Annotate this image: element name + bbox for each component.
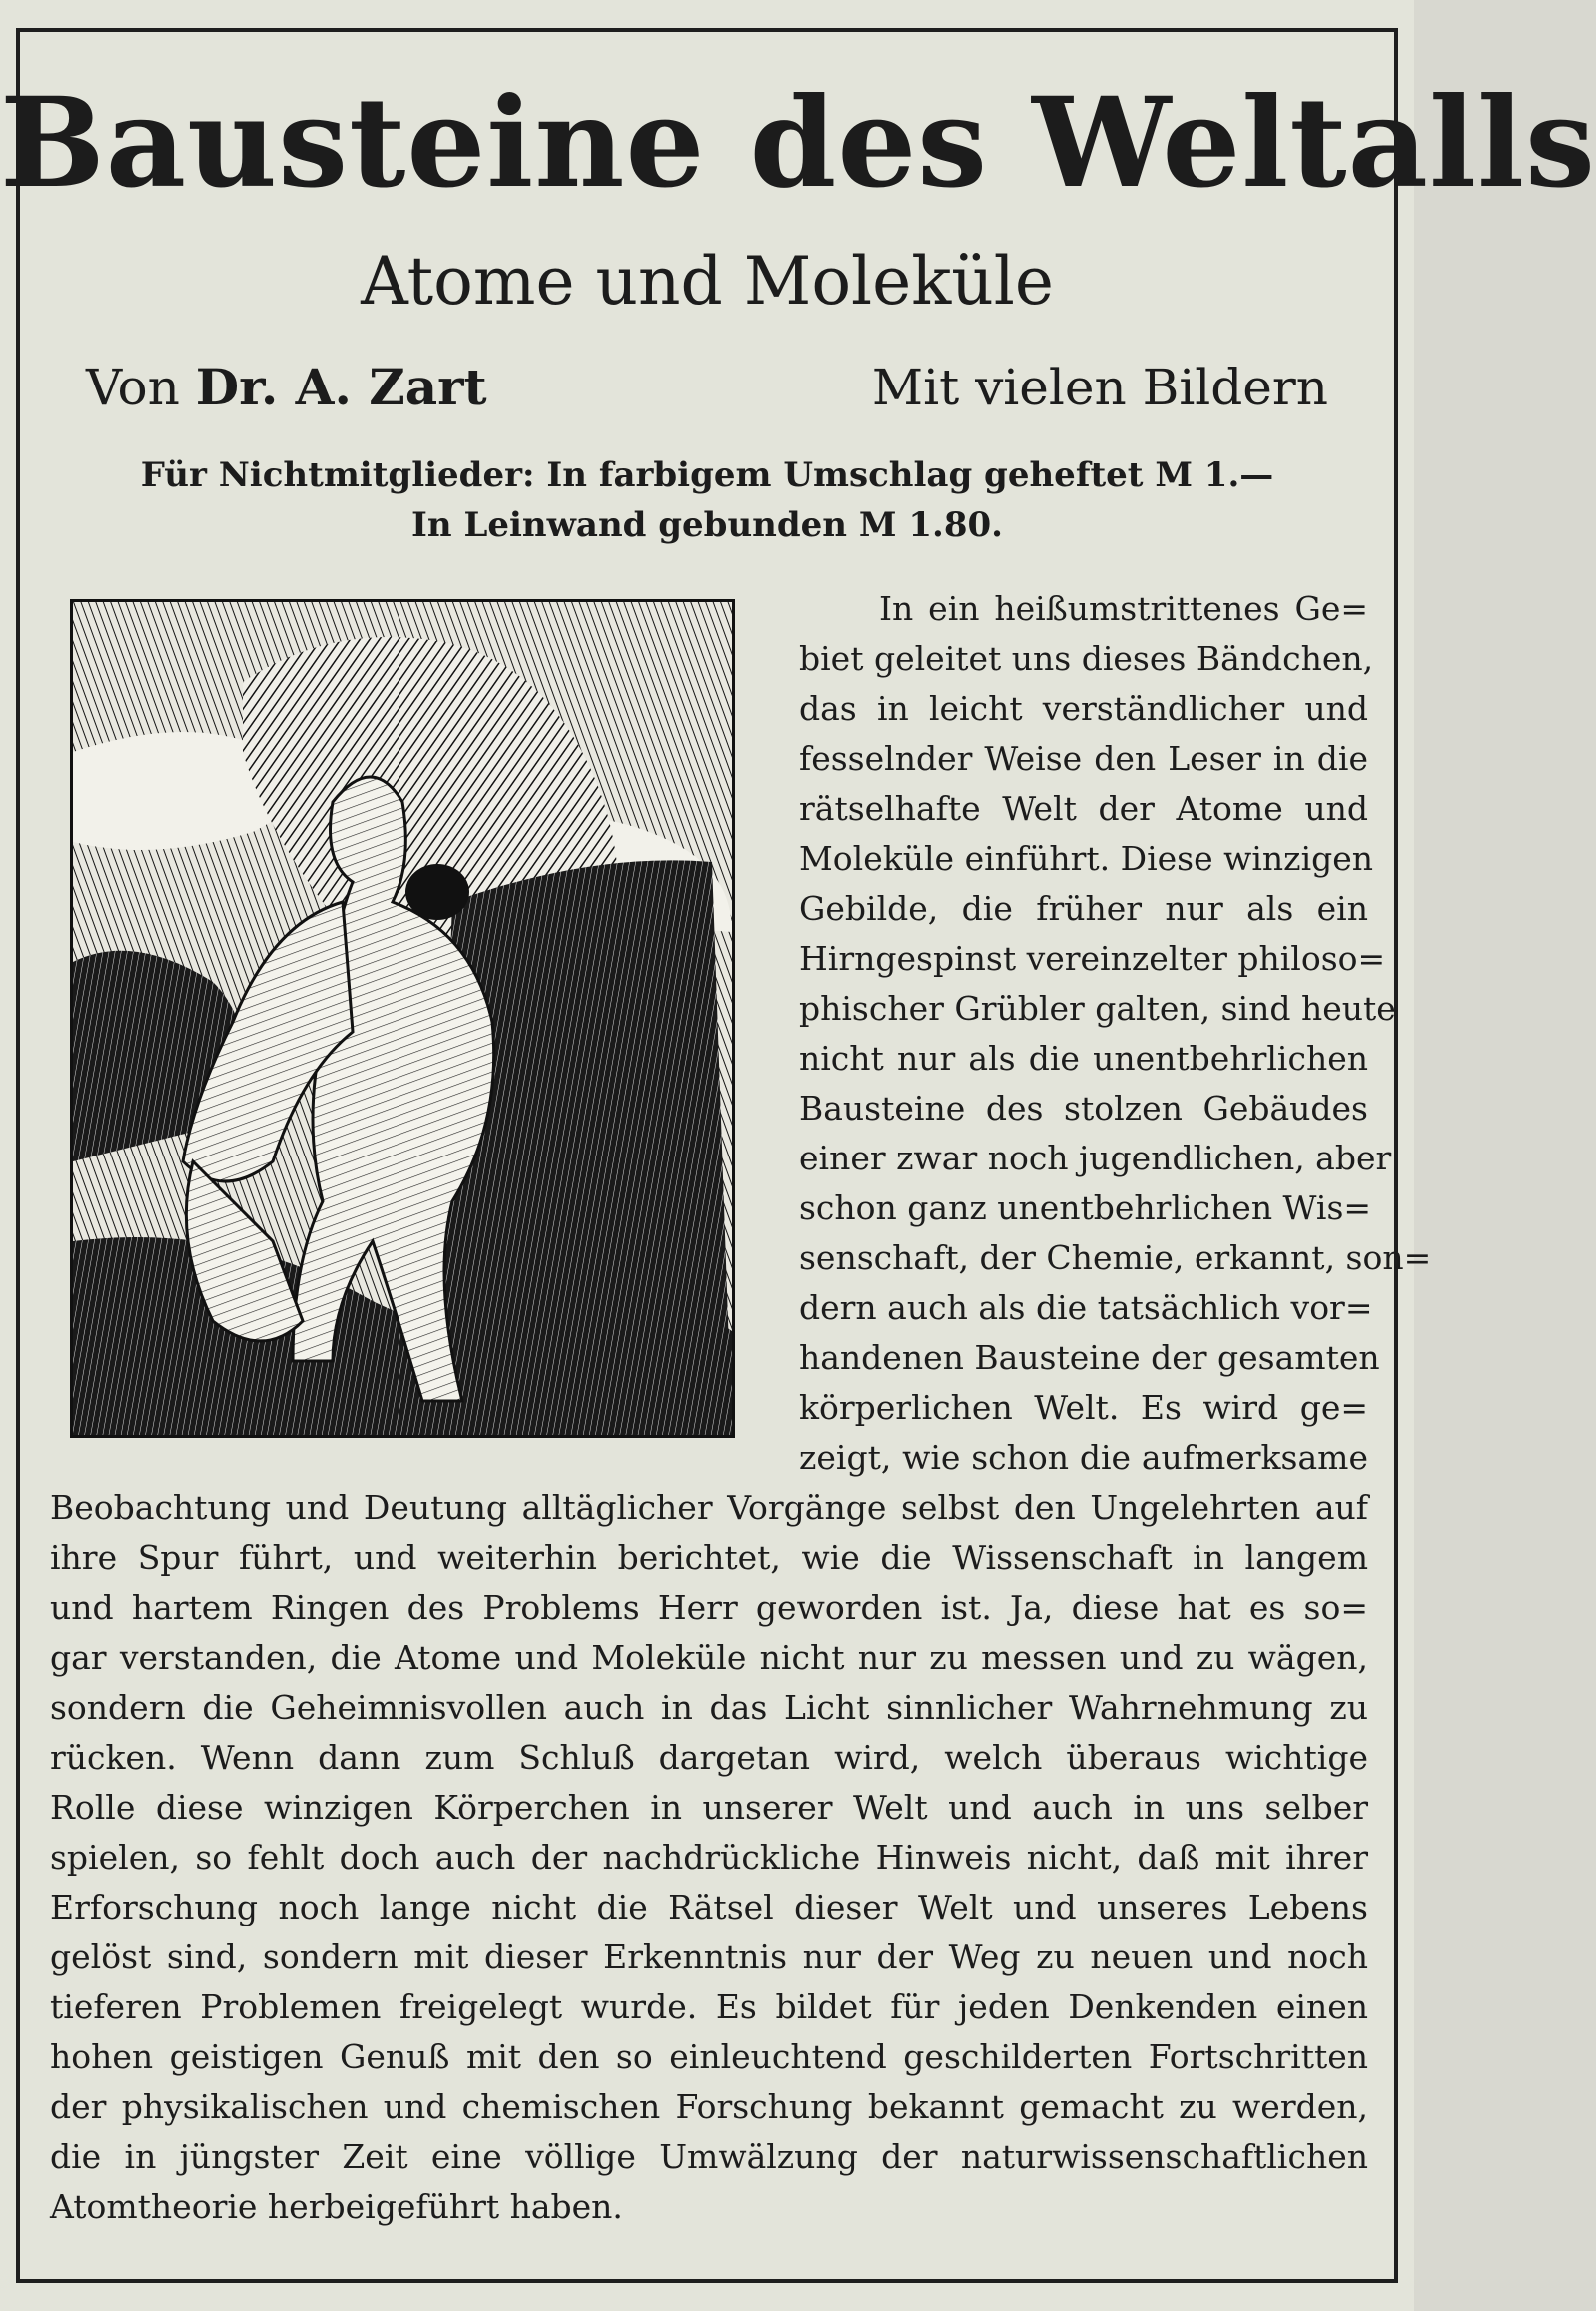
body-text-line: zeigt, wie schon die aufmerksame xyxy=(799,1438,1368,1477)
price-line-paperback: Für Nichtmitglieder: In farbigem Umschlag geheftet M 1.— xyxy=(140,455,1274,495)
book-title: Bausteine des Weltalls xyxy=(0,71,1596,216)
body-text-line: handenen Bausteine der gesamten xyxy=(799,1338,1380,1377)
body-text-line: Moleküle einführt. Diese winzigen xyxy=(799,839,1374,878)
body-text-line: Atomtheorie herbeigeführt haben. xyxy=(50,2187,623,2226)
body-text-line: gar verstanden, die Atome und Moleküle nicht nur zu messen und zu wägen, xyxy=(50,1638,1368,1677)
body-text-line: rücken. Wenn dann zum Schluß dargetan wird, welch überaus wichtige xyxy=(50,1738,1368,1777)
author-name: Dr. A. Zart xyxy=(195,358,487,416)
body-text-line: ihre Spur führt, und weiterhin berichtet, wie die Wissenschaft in langem xyxy=(50,1538,1368,1577)
body-text-line: dern auch als die tatsächlich vor= xyxy=(799,1288,1373,1327)
body-text-line: hohen geistigen Genuß mit den so einleuchtend geschilderten Fortschritten xyxy=(50,2037,1368,2076)
body-text-line: Hirngespinst vereinzelter philoso= xyxy=(799,939,1386,978)
price-line-cloth: In Leinwand gebunden M 1.80. xyxy=(411,505,1003,545)
body-text-line: einer zwar noch jugendlichen, aber xyxy=(799,1139,1392,1177)
body-text-line: gelöst sind, sondern mit dieser Erkenntnis nur der Weg zu neuen und noch xyxy=(50,1937,1368,1976)
book-subtitle: Atome und Moleküle xyxy=(361,243,1054,320)
woodcut-illustration-icon xyxy=(70,599,735,1438)
body-text-line: phischer Grübler galten, sind heute xyxy=(799,989,1396,1028)
body-text-line: Gebilde, die früher nur als ein xyxy=(799,889,1368,928)
body-text-line: fesselnder Weise den Leser in die xyxy=(799,739,1368,778)
body-text-line: nicht nur als die unentbehrlichen xyxy=(799,1039,1368,1078)
illustrations-note: Mit vielen Bildern xyxy=(871,359,1328,416)
body-text-line: schon ganz unentbehrlichen Wis= xyxy=(799,1188,1372,1227)
body-text-line: das in leicht verständlicher und xyxy=(799,689,1368,728)
body-text-line: spielen, so fehlt doch auch der nachdrückliche Hinweis nicht, daß mit ihrer xyxy=(50,1838,1368,1877)
body-text-line: rätselhafte Welt der Atome und xyxy=(799,789,1368,828)
body-text-line: körperlichen Welt. Es wird ge= xyxy=(799,1388,1368,1427)
body-text-line: die in jüngster Zeit eine völlige Umwälzung der naturwissenschaftlichen xyxy=(50,2137,1368,2176)
body-text-line: tieferen Problemen freigelegt wurde. Es bildet für jeden Denkenden einen xyxy=(50,1987,1368,2026)
body-text-line: Bausteine des stolzen Gebäudes xyxy=(799,1089,1368,1128)
body-text-line: Rolle diese winzigen Körperchen in unserer Welt und auch in uns selber xyxy=(50,1788,1368,1827)
author-line xyxy=(86,358,487,417)
body-text-line: und hartem Ringen des Problems Herr geworden ist. Ja, diese hat es so= xyxy=(50,1588,1368,1627)
body-text-line: Beobachtung und Deutung alltäglicher Vorgänge selbst den Ungelehrten auf xyxy=(50,1488,1368,1527)
body-text-line: senschaft, der Chemie, erkannt, son= xyxy=(799,1238,1432,1277)
author-prefix: Von xyxy=(86,359,180,416)
body-text-line: In ein heißumstrittenes Ge= xyxy=(879,589,1368,628)
body-text-line: Erforschung noch lange nicht die Rätsel dieser Welt und unseres Lebens xyxy=(50,1888,1368,1926)
body-text-line: biet geleitet uns dieses Bändchen, xyxy=(799,639,1374,678)
body-text-line: der physikalischen und chemischen Forschung bekannt gemacht zu werden, xyxy=(50,2087,1368,2126)
body-text-line: sondern die Geheimnisvollen auch in das Licht sinnlicher Wahrnehmung zu xyxy=(50,1688,1368,1727)
